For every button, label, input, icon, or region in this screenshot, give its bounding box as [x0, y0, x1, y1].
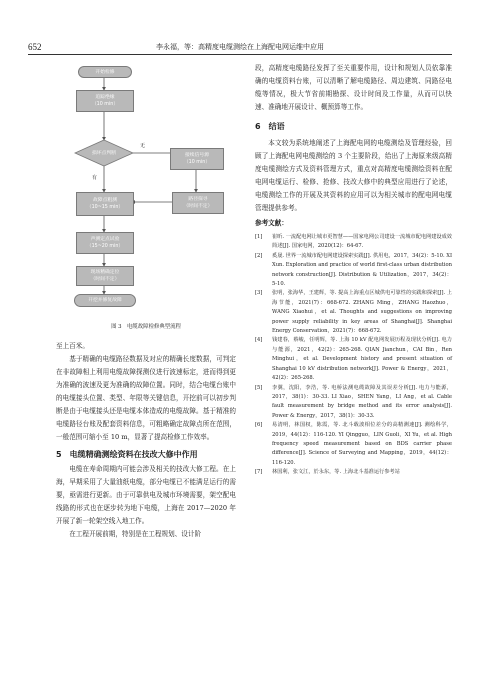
flow-step-acoustic-test: 声测定点试验 （15~20 min）: [76, 232, 134, 254]
line-continuation: 至上百米。: [56, 342, 89, 350]
left-column: [56, 340, 236, 541]
flow-end: 开挖并修复故障: [74, 294, 136, 307]
flow-step-precise-locate: 现场精确定位 （时间不定）: [76, 266, 134, 286]
flow-decision-label: 损坏点判断: [92, 151, 116, 156]
section-5-heading: 5 电缆精确测绘资料在技改大修中作用: [56, 450, 198, 459]
reference-item: [3] 张明，张海华，王建辉，等. 提高上海重点区城供电可靠性的实践和探索[J]. 上海节能，2021(7)：668-672. ZHANG Ming，ZHANG Haozhuo，WANG Xiaohui，et al. Thoughts and suggestions on improving power supply reliability in key areas of Shanghai[J]. Shanghai Energy Conservation，2021(7)：668-672.: [255, 290, 452, 335]
paragraph-planning: 段，高精度电缆路径发挥了至关重要作用，设计和规划人员依靠准确的电缆资料台账，可以清晰了解电缆路径、周边建筑、同路径电缆等情况，极大节省前期勘探、设计时间及工作量，从而可以快速、准确地开展设计、概预算等工作。: [255, 64, 452, 111]
page-number: 652: [28, 42, 42, 52]
reference-item: [7] 林国利，张文江，於永东，等. 上海北斗基准运行参考站: [255, 469, 400, 476]
reference-item: [5] 李翼，沈阳，李浩，等. 电桥法测电缆故障及其误差分析[J]. 电力与能源，2017，38(1)：30-33. LI Xiao，SHEN Yang，LI Ang，et al. Cable fault measurement by bridge method and its error analysis[J]. Power & Energy，2017，38(1)：30-33.: [255, 384, 452, 419]
flow-no-label: 无: [140, 143, 146, 149]
references-heading: 参考文献：: [255, 219, 288, 227]
flow-yes-label: 有: [92, 175, 98, 181]
flow-side-path-search: 路径探寻 （时间不定）: [172, 192, 224, 214]
running-title: 李永福，等：高精度电缆测绘在上海配电网运维中应用: [156, 43, 324, 51]
right-column: [255, 62, 452, 478]
flow-side-signal-source: 接续信号源 （10 min）: [170, 148, 224, 170]
flow-step-rough-test: 故障点粗测 （10~15 min）: [76, 192, 134, 216]
flow-step-trace-insulation: 追踪绝缘 （10 min）: [76, 90, 134, 112]
paragraph-engineering: 在工程开展前期，特别是在工程规划、设计阶: [69, 530, 202, 538]
paragraph-renovation: 电缆在寿命周期内可能会涉及相关的技改大修工程。在上海，早期采用了大量油纸电缆，部分电缆已不能满足运行的需要，亟需进行更新。由于可靠供电及城市环境需要，架空配电线路的形式也在逐步转为地下电缆，上海在 2017—2020 年开展了新一轮架空线入地工作。: [56, 465, 236, 525]
reference-item: [1] 崔昕. 一流配电网让城市更智慧——国家电网公司建设一流城市配电网建设成效简述[J]. 国家电网，2020(12)：64-67.: [255, 234, 452, 250]
reference-item: [2] 奚晟. 世界一流城市配电网建设探索实践[J]. 供用电，2017，34(2)：5-10. XI Xun. Exploration and practice of world first-class urban distribution network construction[J]. Distribution & Utilization，2017，34(2)：5-10.: [255, 252, 452, 288]
flow-start: 开始检修: [78, 66, 132, 78]
section-6-heading: 6 结语: [255, 122, 285, 131]
flowchart-figure: [56, 62, 236, 312]
figure-caption: 图 3 电缆故障检修典型流程: [111, 324, 181, 330]
header-rule: [28, 54, 452, 55]
paragraph-conclusion: 本文较为系统地阐述了上海配电网的电缆测绘及管理经验，回顾了上海配电网电缆测绘的 3 个主要阶段，给出了上海原来级高精度电缆测绘方式及资料管理方式，重点对高精度电缆测绘资料在配电网电缆运行、检修、抢修、技改大修中的典型应用进行了论述，电缆测绘工作的开展及其资料的应用可以为相关城市的配电网电缆管理提供参考。: [255, 139, 452, 212]
reference-item: [6] 易清明，林国权，陈霞，等. 北斗载波相位差分的高精测速[J]. 测绘科学，2019，44(12)：116-120. YI Qingguo，LIN Guoli，XI Yu，et al. High frequency speed measurement based on BDS carrier phase difference[J]. Science of Surveying and Mapping，2019，44(12)：116-120.: [255, 422, 452, 466]
reference-item: [4] 钱建春，蔡峻，任明辉，等. 上海 10 kV 配电网发展历程及现状分析[J]. 电力与能源，2021，42(2)：265-268. QIAN Jianchun，CAI Bin，Ren Minghui，et al. Development history and present situation of Shanghai 10 kV distribution network[J]. Power & Energy，2021，42(2)：265-268.: [255, 337, 452, 382]
paragraph-fault-location: 基于精确的电缆路径数据及对应的精确长度数据，可判定在非故障相上利用电缆故障探测仪进行波速标定，进而得到更为准确的波速及更为准确的故障位置。同时，结合电缆台账中的电缆接头位置、类型、年限等关键信息，开挖前可以初步判断是由于电缆接头还是电缆本体造成的电缆故障。基于精准的电缆路径台账及配套资料信息，可粗略确定故障点所在范围，一般范围可缩小至 10 m，显著了提高检修工作效率。: [56, 355, 236, 441]
reference-list: [255, 233, 452, 478]
